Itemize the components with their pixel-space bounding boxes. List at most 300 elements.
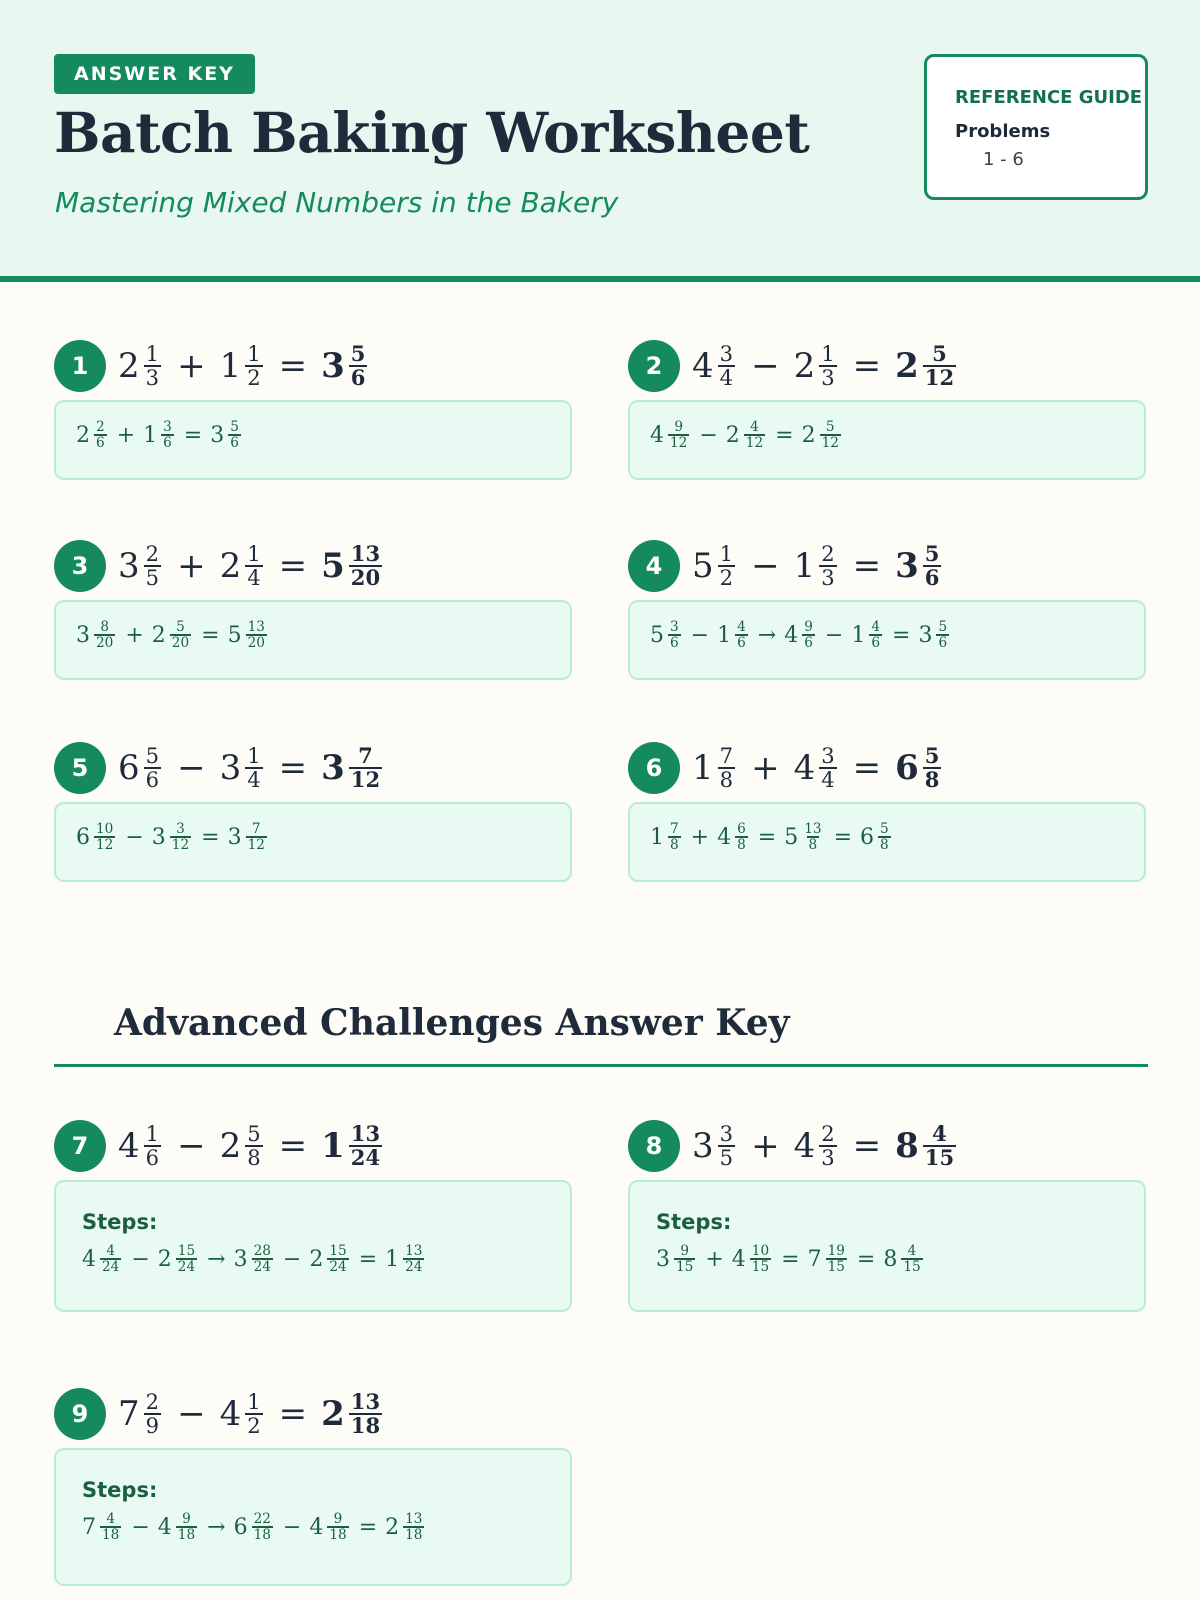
whole-part: 2 bbox=[118, 346, 140, 386]
mixed-number bbox=[385, 1244, 426, 1275]
work-box bbox=[628, 802, 1146, 882]
denominator: 4 bbox=[719, 365, 734, 390]
steps-label: Steps: bbox=[82, 1210, 158, 1234]
fraction bbox=[144, 742, 161, 792]
operator: = bbox=[856, 1246, 876, 1272]
denominator: 12 bbox=[821, 435, 839, 452]
denominator: 3 bbox=[821, 565, 835, 590]
operator: = bbox=[852, 1126, 882, 1166]
numerator: 5 bbox=[880, 821, 889, 837]
operator: = bbox=[775, 422, 794, 448]
mixed-number bbox=[152, 822, 193, 853]
fraction bbox=[176, 1512, 197, 1543]
denominator: 12 bbox=[171, 837, 190, 854]
operator: − bbox=[282, 1246, 302, 1272]
numerator: 4 bbox=[907, 1243, 917, 1259]
numerator: 5 bbox=[938, 619, 948, 635]
fraction bbox=[923, 1120, 956, 1170]
whole-part: 4 bbox=[793, 1126, 816, 1166]
denominator: 4 bbox=[247, 565, 261, 590]
fraction bbox=[718, 742, 735, 792]
whole-part: 3 bbox=[895, 546, 919, 586]
denominator: 4 bbox=[821, 767, 835, 792]
numerator: 4 bbox=[106, 1243, 115, 1259]
fraction bbox=[820, 420, 841, 451]
numerator: 13 bbox=[350, 1120, 381, 1146]
problem-equation bbox=[118, 1116, 384, 1176]
mixed-number bbox=[692, 1120, 737, 1170]
mixed-number bbox=[118, 742, 163, 792]
numerator: 22 bbox=[253, 1511, 271, 1527]
fraction bbox=[674, 1244, 695, 1275]
mixed-number bbox=[692, 540, 737, 590]
mixed-number bbox=[656, 1244, 697, 1275]
denominator: 8 bbox=[719, 767, 734, 792]
denominator: 12 bbox=[745, 435, 764, 452]
numerator: 1 bbox=[719, 540, 734, 566]
whole-part: 1 bbox=[692, 748, 714, 788]
operator: + bbox=[125, 622, 144, 648]
mixed-number bbox=[717, 620, 750, 651]
work-equation bbox=[656, 1244, 925, 1275]
numerator: 1 bbox=[247, 1388, 261, 1414]
answer bbox=[321, 742, 384, 792]
mixed-number bbox=[793, 742, 839, 792]
denominator: 15 bbox=[676, 1259, 694, 1276]
fraction bbox=[349, 340, 368, 390]
fraction bbox=[94, 420, 107, 451]
numerator: 7 bbox=[670, 821, 679, 837]
numerator: 2 bbox=[821, 1120, 835, 1146]
work-equation bbox=[650, 420, 843, 451]
whole-part: 2 bbox=[385, 1514, 400, 1540]
work-box bbox=[54, 802, 572, 882]
mixed-number bbox=[76, 822, 117, 853]
section-divider bbox=[54, 1064, 1148, 1067]
operator: − bbox=[177, 1126, 206, 1166]
fraction bbox=[170, 822, 191, 853]
work-equation bbox=[650, 822, 893, 853]
mixed-number bbox=[650, 620, 683, 651]
mixed-number bbox=[219, 340, 265, 390]
mixed-number bbox=[860, 822, 893, 853]
fraction bbox=[245, 1388, 262, 1438]
mixed-number bbox=[650, 822, 683, 853]
denominator: 6 bbox=[670, 635, 679, 652]
work-equation bbox=[650, 620, 951, 651]
problem-number-badge: 5 bbox=[54, 742, 106, 794]
denominator: 18 bbox=[177, 1527, 196, 1544]
reference-guide-title: REFERENCE GUIDE bbox=[955, 87, 1143, 108]
numerator: 1 bbox=[145, 1120, 160, 1146]
whole-part: 5 bbox=[321, 546, 345, 586]
fraction bbox=[245, 540, 262, 590]
numerator: 2 bbox=[96, 419, 105, 435]
fraction bbox=[245, 1120, 262, 1170]
fraction bbox=[819, 1120, 836, 1170]
numerator: 9 bbox=[804, 619, 813, 635]
whole-part: 6 bbox=[233, 1514, 248, 1540]
denominator: 6 bbox=[737, 635, 746, 652]
operator: = bbox=[201, 824, 220, 850]
steps-box bbox=[54, 1448, 572, 1586]
reference-guide-label: Problems bbox=[955, 121, 1051, 142]
answer bbox=[895, 340, 958, 390]
mixed-number bbox=[309, 1512, 350, 1543]
whole-part: 2 bbox=[151, 622, 166, 648]
mixed-number bbox=[883, 1244, 924, 1275]
mixed-number bbox=[118, 340, 163, 390]
mixed-number bbox=[82, 1512, 123, 1543]
whole-part: 4 bbox=[784, 622, 799, 648]
section-title: Advanced Challenges Answer Key bbox=[114, 1002, 790, 1044]
mixed-number bbox=[808, 1244, 849, 1275]
numerator: 5 bbox=[932, 340, 947, 366]
denominator: 8 bbox=[808, 837, 818, 854]
denominator: 15 bbox=[924, 1145, 955, 1170]
mixed-number bbox=[895, 340, 958, 390]
whole-part: 1 bbox=[321, 1126, 345, 1166]
mixed-number bbox=[118, 1120, 163, 1170]
operator: = bbox=[852, 748, 882, 788]
denominator: 2 bbox=[247, 365, 261, 390]
operator: − bbox=[690, 622, 710, 648]
whole-part: 3 bbox=[219, 748, 242, 788]
denominator: 12 bbox=[924, 365, 955, 390]
numerator: 4 bbox=[106, 1511, 115, 1527]
denominator: 20 bbox=[171, 635, 190, 652]
whole-part: 7 bbox=[807, 1246, 822, 1272]
fraction bbox=[245, 742, 262, 792]
answer bbox=[895, 1120, 958, 1170]
numerator: 3 bbox=[670, 619, 679, 635]
mixed-number bbox=[76, 620, 117, 651]
numerator: 5 bbox=[924, 540, 940, 566]
mixed-number bbox=[228, 822, 269, 853]
denominator: 18 bbox=[350, 1413, 381, 1438]
numerator: 13 bbox=[405, 1511, 423, 1527]
answer bbox=[321, 1388, 384, 1438]
denominator: 6 bbox=[871, 635, 880, 652]
answer-key-badge: ANSWER KEY bbox=[54, 54, 255, 94]
numerator: 5 bbox=[924, 742, 940, 768]
fraction bbox=[923, 340, 956, 390]
operator: − bbox=[282, 1514, 302, 1540]
denominator: 8 bbox=[670, 837, 679, 854]
denominator: 18 bbox=[253, 1527, 271, 1544]
numerator: 3 bbox=[719, 340, 734, 366]
fraction bbox=[750, 1244, 771, 1275]
fraction bbox=[176, 1244, 197, 1275]
fraction bbox=[819, 540, 836, 590]
work-equation bbox=[76, 620, 269, 651]
fraction bbox=[252, 1512, 273, 1543]
problem-number-badge: 7 bbox=[54, 1120, 106, 1172]
mixed-number bbox=[895, 540, 943, 590]
steps-box bbox=[54, 1180, 572, 1312]
whole-part: 3 bbox=[918, 622, 933, 648]
numerator: 4 bbox=[750, 419, 759, 435]
fraction bbox=[901, 1244, 922, 1275]
whole-part: 4 bbox=[219, 1394, 242, 1434]
mixed-number bbox=[385, 1512, 426, 1543]
mixed-number bbox=[895, 1120, 958, 1170]
denominator: 24 bbox=[253, 1259, 271, 1276]
whole-part: 3 bbox=[656, 1246, 670, 1272]
mixed-number bbox=[726, 420, 767, 451]
denominator: 2 bbox=[719, 565, 734, 590]
whole-part: 2 bbox=[895, 346, 919, 386]
operator: = bbox=[757, 824, 777, 850]
work-box bbox=[54, 400, 572, 480]
mixed-number bbox=[234, 1512, 275, 1543]
problem-number-badge: 3 bbox=[54, 540, 106, 592]
mixed-number bbox=[321, 1120, 384, 1170]
operator: = bbox=[892, 622, 911, 648]
mixed-number bbox=[234, 1244, 275, 1275]
fraction bbox=[802, 620, 815, 651]
fraction bbox=[735, 822, 748, 853]
denominator: 15 bbox=[903, 1259, 921, 1276]
whole-part: 5 bbox=[692, 546, 714, 586]
whole-part: 4 bbox=[309, 1514, 324, 1540]
whole-part: 4 bbox=[82, 1246, 96, 1272]
whole-part: 2 bbox=[76, 422, 90, 448]
mixed-number bbox=[918, 620, 951, 651]
whole-part: 3 bbox=[118, 546, 140, 586]
mixed-number bbox=[717, 822, 750, 853]
fraction bbox=[246, 620, 267, 651]
numerator: 9 bbox=[333, 1511, 343, 1527]
denominator: 12 bbox=[670, 435, 688, 452]
numerator: 6 bbox=[737, 821, 746, 837]
operator: → bbox=[207, 1514, 226, 1540]
operator: − bbox=[131, 1246, 150, 1272]
work-box bbox=[54, 600, 572, 680]
numerator: 4 bbox=[737, 619, 746, 635]
operator: = bbox=[852, 346, 882, 386]
whole-part: 4 bbox=[650, 422, 664, 448]
fraction bbox=[668, 620, 681, 651]
mixed-number bbox=[219, 540, 265, 590]
denominator: 3 bbox=[821, 1145, 835, 1170]
whole-part: 4 bbox=[717, 824, 732, 850]
whole-part: 5 bbox=[650, 622, 664, 648]
numerator: 10 bbox=[751, 1243, 770, 1259]
whole-part: 3 bbox=[321, 748, 345, 788]
fraction bbox=[327, 1244, 348, 1275]
work-equation bbox=[76, 420, 243, 451]
whole-part: 1 bbox=[851, 622, 866, 648]
operator: = bbox=[183, 422, 203, 448]
denominator: 3 bbox=[145, 365, 160, 390]
fraction bbox=[170, 620, 191, 651]
numerator: 8 bbox=[100, 619, 109, 635]
problem-number-badge: 4 bbox=[628, 540, 680, 592]
fraction bbox=[349, 540, 382, 590]
mixed-number bbox=[784, 620, 817, 651]
numerator: 13 bbox=[405, 1243, 423, 1259]
whole-part: 1 bbox=[143, 422, 158, 448]
denominator: 15 bbox=[751, 1259, 770, 1276]
whole-part: 3 bbox=[233, 1246, 248, 1272]
mixed-number bbox=[793, 340, 839, 390]
fraction bbox=[144, 540, 161, 590]
denominator: 12 bbox=[247, 837, 265, 854]
denominator: 6 bbox=[350, 365, 366, 390]
denominator: 8 bbox=[924, 767, 940, 792]
denominator: 15 bbox=[827, 1259, 845, 1276]
fraction bbox=[819, 340, 836, 390]
mixed-number bbox=[76, 420, 109, 451]
numerator: 1 bbox=[247, 540, 261, 566]
whole-part: 8 bbox=[895, 1126, 919, 1166]
denominator: 12 bbox=[96, 837, 114, 854]
problem-equation bbox=[118, 536, 384, 596]
answer bbox=[895, 742, 943, 792]
denominator: 6 bbox=[145, 767, 160, 792]
operator: = bbox=[781, 1246, 800, 1272]
page-subtitle: Mastering Mixed Numbers in the Bakery bbox=[55, 186, 619, 219]
fraction bbox=[744, 420, 765, 451]
denominator: 5 bbox=[719, 1145, 734, 1170]
mixed-number bbox=[219, 1388, 265, 1438]
work-box bbox=[628, 400, 1146, 480]
whole-part: 5 bbox=[784, 824, 799, 850]
numerator: 5 bbox=[230, 419, 239, 435]
whole-part: 2 bbox=[793, 346, 816, 386]
mixed-number bbox=[321, 340, 369, 390]
numerator: 9 bbox=[674, 419, 683, 435]
fraction bbox=[403, 1244, 424, 1275]
whole-part: 1 bbox=[219, 346, 242, 386]
mixed-number bbox=[152, 620, 193, 651]
fraction bbox=[923, 742, 942, 792]
whole-part: 6 bbox=[76, 824, 90, 850]
denominator: 18 bbox=[329, 1527, 347, 1544]
fraction bbox=[735, 620, 748, 651]
whole-part: 5 bbox=[227, 622, 242, 648]
whole-part: 2 bbox=[309, 1246, 324, 1272]
whole-part: 3 bbox=[210, 422, 225, 448]
mixed-number bbox=[309, 1244, 350, 1275]
work-box bbox=[628, 600, 1146, 680]
denominator: 24 bbox=[329, 1259, 347, 1276]
operator: − bbox=[177, 748, 206, 788]
whole-part: 6 bbox=[895, 748, 919, 788]
numerator: 1 bbox=[247, 340, 261, 366]
numerator: 13 bbox=[350, 1388, 381, 1414]
numerator: 3 bbox=[163, 419, 172, 435]
numerator: 2 bbox=[145, 540, 160, 566]
steps-box bbox=[628, 1180, 1146, 1312]
work-equation bbox=[82, 1512, 426, 1543]
mixed-number bbox=[851, 620, 884, 651]
whole-part: 3 bbox=[227, 824, 242, 850]
numerator: 7 bbox=[358, 742, 373, 768]
fraction bbox=[878, 822, 891, 853]
mixed-number bbox=[158, 1512, 199, 1543]
numerator: 19 bbox=[827, 1243, 845, 1259]
numerator: 13 bbox=[350, 540, 381, 566]
operator: − bbox=[699, 422, 718, 448]
numerator: 1 bbox=[247, 742, 261, 768]
numerator: 2 bbox=[821, 540, 835, 566]
whole-part: 2 bbox=[725, 422, 740, 448]
operator: − bbox=[177, 1394, 206, 1434]
whole-part: 2 bbox=[219, 1126, 242, 1166]
mixed-number bbox=[118, 1388, 163, 1438]
problem-equation bbox=[692, 738, 943, 798]
fraction bbox=[718, 1120, 735, 1170]
whole-part: 7 bbox=[118, 1394, 140, 1434]
fraction bbox=[100, 1244, 121, 1275]
whole-part: 1 bbox=[793, 546, 816, 586]
denominator: 8 bbox=[880, 837, 889, 854]
denominator: 20 bbox=[350, 565, 381, 590]
mixed-number bbox=[82, 1244, 123, 1275]
numerator: 15 bbox=[329, 1243, 347, 1259]
fraction bbox=[228, 420, 241, 451]
whole-part: 4 bbox=[157, 1514, 172, 1540]
numerator: 3 bbox=[176, 821, 185, 837]
denominator: 6 bbox=[804, 635, 813, 652]
operator: − bbox=[751, 346, 780, 386]
denominator: 18 bbox=[405, 1527, 423, 1544]
operator: + bbox=[116, 422, 136, 448]
operator: = bbox=[358, 1246, 378, 1272]
fraction bbox=[923, 540, 942, 590]
denominator: 20 bbox=[247, 635, 265, 652]
operator: = bbox=[278, 1126, 308, 1166]
answer bbox=[321, 1120, 384, 1170]
numerator: 1 bbox=[145, 340, 160, 366]
denominator: 6 bbox=[145, 1145, 160, 1170]
denominator: 12 bbox=[350, 767, 381, 792]
numerator: 13 bbox=[804, 821, 822, 837]
operator: − bbox=[125, 824, 144, 850]
whole-part: 1 bbox=[717, 622, 732, 648]
mixed-number bbox=[210, 420, 243, 451]
fraction bbox=[100, 1512, 121, 1543]
operator: + bbox=[690, 824, 710, 850]
mixed-number bbox=[321, 1388, 384, 1438]
operator: = bbox=[833, 824, 852, 850]
whole-part: 2 bbox=[321, 1394, 345, 1434]
problem-number-badge: 1 bbox=[54, 340, 106, 392]
reference-guide-box bbox=[924, 54, 1148, 200]
fraction bbox=[718, 340, 735, 390]
operator: + bbox=[705, 1246, 724, 1272]
fraction bbox=[144, 340, 161, 390]
fraction bbox=[161, 420, 174, 451]
whole-part: 7 bbox=[82, 1514, 96, 1540]
whole-part: 6 bbox=[860, 824, 874, 850]
mixed-number bbox=[219, 1120, 265, 1170]
fraction bbox=[144, 1388, 161, 1438]
numerator: 4 bbox=[871, 619, 880, 635]
numerator: 5 bbox=[350, 340, 366, 366]
denominator: 24 bbox=[350, 1145, 381, 1170]
operator: − bbox=[131, 1514, 150, 1540]
whole-part: 6 bbox=[118, 748, 140, 788]
answer bbox=[321, 340, 369, 390]
operator: + bbox=[751, 748, 780, 788]
mixed-number bbox=[784, 822, 825, 853]
operator: = bbox=[852, 546, 882, 586]
fraction bbox=[802, 822, 823, 853]
whole-part: 2 bbox=[157, 1246, 172, 1272]
